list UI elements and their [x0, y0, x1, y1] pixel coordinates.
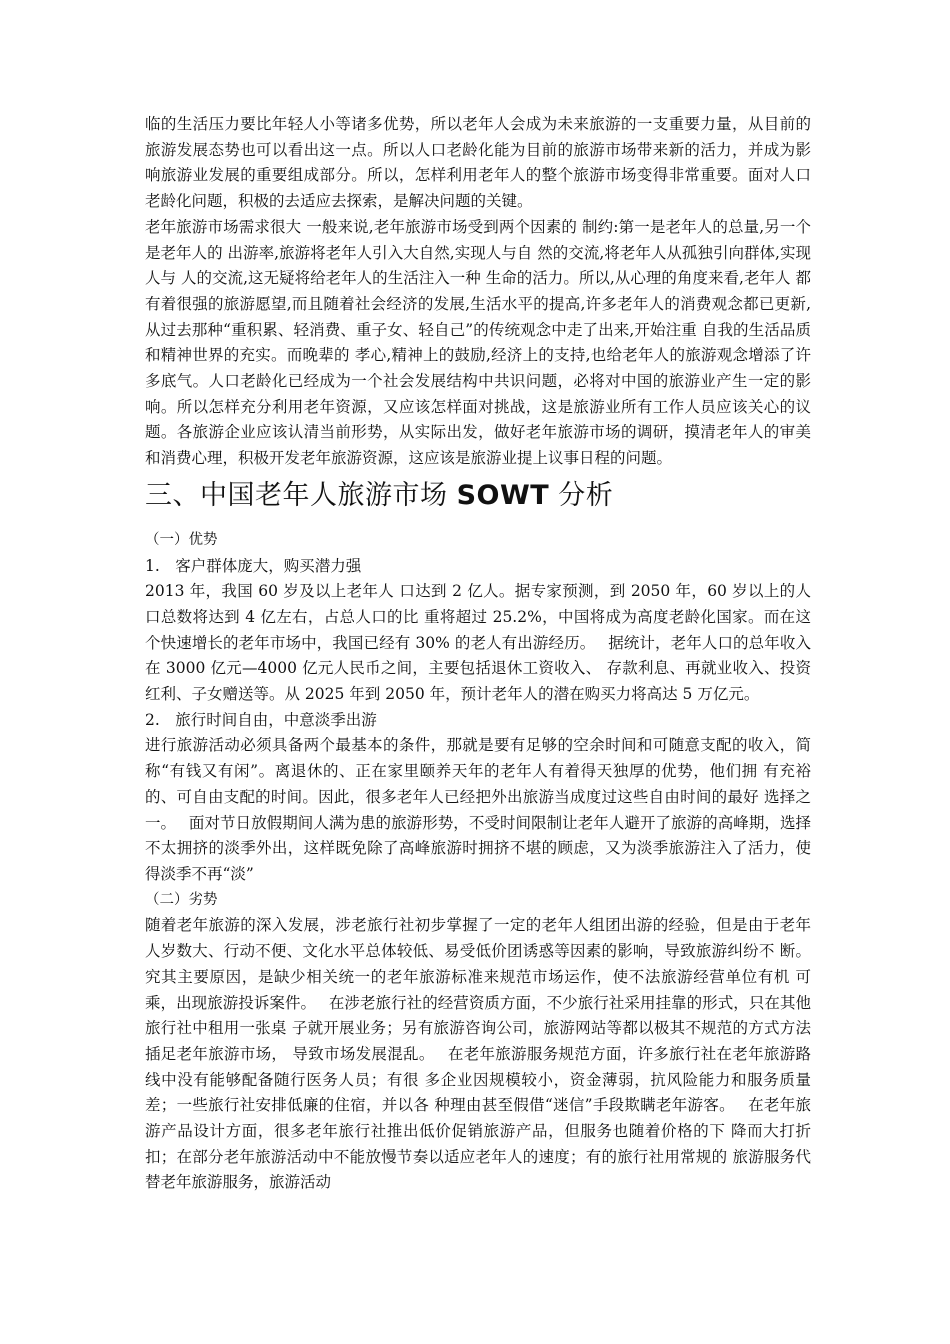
- paragraph-weaknesses: 随着老年旅游的深入发展，涉老旅行社初步掌握了一定的老年人组团出游的经验，但是由于老年人岁数大、行动不便、文化水平总体较低、易受低价团诱惑等因素的影响，导致旅游纠纷不 断。究其主要原因，是缺少相关统一的老年旅游标准来规范市场运作，使不法旅游经营单位有机 可乘，出现旅游投诉案件。 在涉老旅行社的经营资质方面，不少旅行社采用挂靠的形式，只在其他旅行社中租用一张桌 子就开展业务；另有旅游咨询公司，旅游网站等都以极其不规范的方式方法插足老年旅游市场， 导致市场发展混乱。 在老年旅游服务规范方面，许多旅行社在老年旅游路线中没有能够配备随行医务人员；有很 多企业因规模较小，资金薄弱，抗风险能力和服务质量差；一些旅行社安排低廉的住宿，并以各 种理由甚至假借“迷信”手段欺瞒老年游客。 在老年旅游产品设计方面，很多老年旅行社推出低价促销旅游产品，但服务也随着价格的下 降而大打折扣；在部分老年旅游活动中不能放慢节奏以适应老年人的速度；有的旅行社用常规的 旅游服务代替老年旅游服务，旅游活动: [145, 916, 811, 1192]
- list-item-customer-base: 1. 客户群体庞大，购买潜力强: [145, 556, 362, 575]
- section-heading: [145, 476, 811, 516]
- document-page: [145, 112, 811, 1196]
- subheading-weaknesses: （二）劣势: [145, 891, 218, 908]
- paragraph-off-season: 进行旅游活动必须具备两个最基本的条件，那就是要有足够的空余时间和可随意支配的收入，简称“有钱又有闲”。离退休的、正在家里颐养天年的老年人有着得天独厚的优势，他们拥 有充裕的、可自由支配的时间。因此，很多老年人已经把外出旅游当成度过这些自由时间的最好 选择之一。 面对节日放假期间人满为患的旅游形势，不受时间限制让老年人避开了旅游的高峰期，选择 不太拥挤的淡季外出，这样既免除了高峰旅游时拥挤不堪的顾虑，又为淡季旅游注入了活力，使 得淡季不再“淡”: [145, 736, 811, 883]
- paragraph-pressure: 临的生活压力要比年轻人小等诸多优势，所以老年人会成为未来旅游的一支重要力量，从目前的旅游发展态势也可以看出这一点。所以人口老龄化能为目前的旅游市场带来新的活力，并成为影响旅游业发展的重要组成部分。所以，怎样利用老年人的整个旅游市场变得非常重要。面对人口老龄化问题，积极的去适应去探索，是解决问题的关键。: [145, 115, 811, 211]
- heading-text-cn-end: 分析: [549, 479, 614, 511]
- heading-text-cn: 三、中国老年人旅游市场: [145, 479, 457, 511]
- paragraph-market-demand: 老年旅游市场需求很大 一般来说,老年旅游市场受到两个因素的 制约:第一是老年人的总量,另一个是老年人的 出游率,旅游将老年人引入大自然,实现人与自 然的交流,将老年人从孤独引向群体,实现人与 人的交流,这无疑将给老年人的生活注入一种 生命的活力。所以,从心理的角度来看,老年人 都有着很强的旅游愿望,而且随着社会经济的发展,生活水平的提高,许多老年人的消费观念都已更新,从过去那种“重积累、轻消费、重子女、轻自己”的传统观念中走了出来,开始注重 自我的生活品质和精神世界的充实。而晚辈的 孝心,精神上的鼓励,经济上的支持,也给老年人的旅游观念增添了许多底气。人口老龄化已经成为一个社会发展结构中共识问题，必将对中国的旅游业产生一定的影响。所以怎样充分利用老年资源，又应该怎样面对挑战，这是旅游业所有工作人员应该关心的议题。各旅游企业应该认清当前形势，从实际出发，做好老年旅游市场的调研，摸清老年人的审美和消费心理，积极开发老年旅游资源，这应该是旅游业提上议事日程的问题。: [145, 217, 811, 468]
- heading-text-latin: SOWT: [456, 479, 550, 511]
- paragraph-population-stats: 2013 年，我国 60 岁及以上老年人 口达到 2 亿人。据专家预测，到 2050 年，60 岁以上的人口总数将达到 4 亿左右，占总人口的比 重将超过 25.2%，中国将成为高度老龄化国家。而在这个快速增长的老年市场中，我国已经有 30% 的老人有出游经历。 据统计，老年人口的总年收入在 3000 亿元—4000 亿元人民币之间，主要包括退休工资收入、 存款利息、再就业收入、投资红利、子女赠送等。从 2025 年到 2050 年，预计老年人的潜在购买力将高达 5 万亿元。: [145, 582, 811, 704]
- list-item-travel-time: 2. 旅行时间自由，中意淡季出游: [145, 710, 377, 729]
- subheading-strengths: （一）优势: [145, 531, 218, 548]
